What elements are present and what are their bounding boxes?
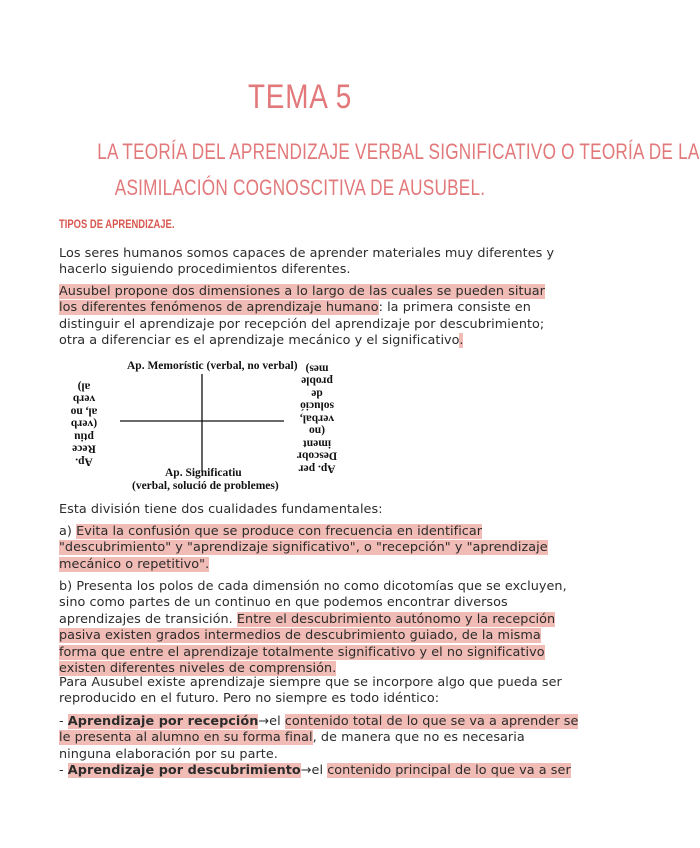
axes-cross	[117, 372, 287, 472]
text-line: b) Presenta los polos de cada dimensión no como dicotomías que se excluyen,	[59, 579, 567, 594]
text-line: Esta división tiene dos cualidades fundamentales:	[59, 502, 383, 517]
paragraph-reception-learning	[59, 714, 579, 763]
term-reception: Aprendizaje por recepción	[67, 714, 259, 729]
diagram-left-label: Ap. Rece ptiu (verb al, no verb al)	[70, 380, 98, 468]
text-line: distinguir el aprendizaje por recepción del aprendizaje por descubrimiento;	[59, 316, 545, 332]
term-discovery: Aprendizaje por descubrimiento	[67, 763, 301, 778]
page-subtitle	[40, 134, 700, 206]
paragraph-dimensions	[59, 284, 549, 350]
text-line: ninguna elaboración por su parte.	[59, 746, 278, 762]
highlighted-text: mecánico o repetitivo".	[59, 556, 210, 572]
text-span: aprendizajes de transición.	[59, 611, 237, 627]
highlighted-text: Entre el descubrimiento autónomo y la recepción	[236, 611, 556, 627]
diagram-right-label: Ap. per Descobr iment (no verbal, solució de proble mes)	[296, 362, 338, 475]
text-span: , de manera que no es necesaria	[312, 730, 525, 746]
highlighted-text: pasiva existen grados intermedios de descubrimiento guiado, de la misma	[59, 628, 541, 644]
arrow-glyph: →el	[258, 714, 285, 729]
highlighted-text: contenido principal de lo que va a ser	[327, 763, 571, 778]
subtitle-line-1: LA TEORÍA DEL APRENDIZAJE VERBAL SIGNIFICATIVO O TEORÍA DE LA	[97, 139, 700, 164]
highlighted-text: Evita la confusión que se produce con frecuencia en identificar	[76, 524, 483, 539]
learning-dimensions-diagram	[55, 352, 338, 502]
text-span: otra a diferenciar es el aprendizaje mecánico y el significativo	[59, 333, 460, 349]
paragraph-quality-b	[59, 579, 567, 677]
diagram-bottom-label-2: (verbal, solució de problemes)	[132, 480, 279, 492]
text-line: sino como partes de un continuo en que podemos encontrar diversos	[59, 595, 508, 611]
paragraph-ausubel-learning	[59, 675, 562, 708]
arrow-glyph: →el	[300, 763, 328, 778]
page-title: TEMA 5	[247, 78, 353, 116]
diagram-top-label: Ap. Memorístic (verbal, no verbal)	[127, 360, 298, 372]
highlighted-text: contenido total de lo que se va a aprender se	[284, 714, 579, 729]
paragraph-intro	[59, 246, 555, 279]
text-line: reproducido en el futuro. Pero no siempre es todo idéntico:	[59, 691, 440, 707]
paragraph-quality-a	[59, 524, 549, 573]
highlighted-text: los diferentes fenómenos de aprendizaje humano	[59, 300, 379, 316]
text-span: : la primera consiste en	[378, 300, 531, 316]
subtitle-line-2: ASIMILACIÓN COGNOSCITIVA DE AUSUBEL.	[114, 175, 486, 200]
highlighted-text: le presenta al alumno en su forma final	[59, 730, 313, 746]
text-line: Los seres humanos somos capaces de aprender materiales muy diferentes y	[59, 246, 555, 261]
list-marker: -	[59, 714, 68, 729]
highlighted-text: Ausubel propone dos dimensiones a lo largo de las cuales se pueden situar	[59, 284, 545, 299]
highlighted-text: existen diferentes niveles de comprensión.	[59, 661, 337, 677]
diagram-bottom-label-1: Ap. Significatiu	[165, 467, 242, 479]
paragraph-discovery-learning	[59, 763, 571, 779]
highlighted-text: "descubrimiento" y "aprendizaje significativo", o "recepción" y "aprendizaje	[59, 540, 548, 556]
paragraph-qualities-intro	[59, 502, 549, 518]
highlighted-text: .	[459, 333, 464, 349]
highlighted-text: forma que entre el aprendizaje totalmente significativo y el no significativo	[59, 644, 545, 660]
list-marker: a)	[59, 524, 77, 539]
text-line: hacerlo siguiendo procedimientos diferentes.	[59, 262, 351, 278]
list-marker: -	[59, 763, 68, 778]
section-heading: TIPOS DE APRENDIZAJE.	[59, 219, 175, 231]
text-line: Para Ausubel existe aprendizaje siempre que se incorpore algo que pueda ser	[59, 675, 562, 690]
